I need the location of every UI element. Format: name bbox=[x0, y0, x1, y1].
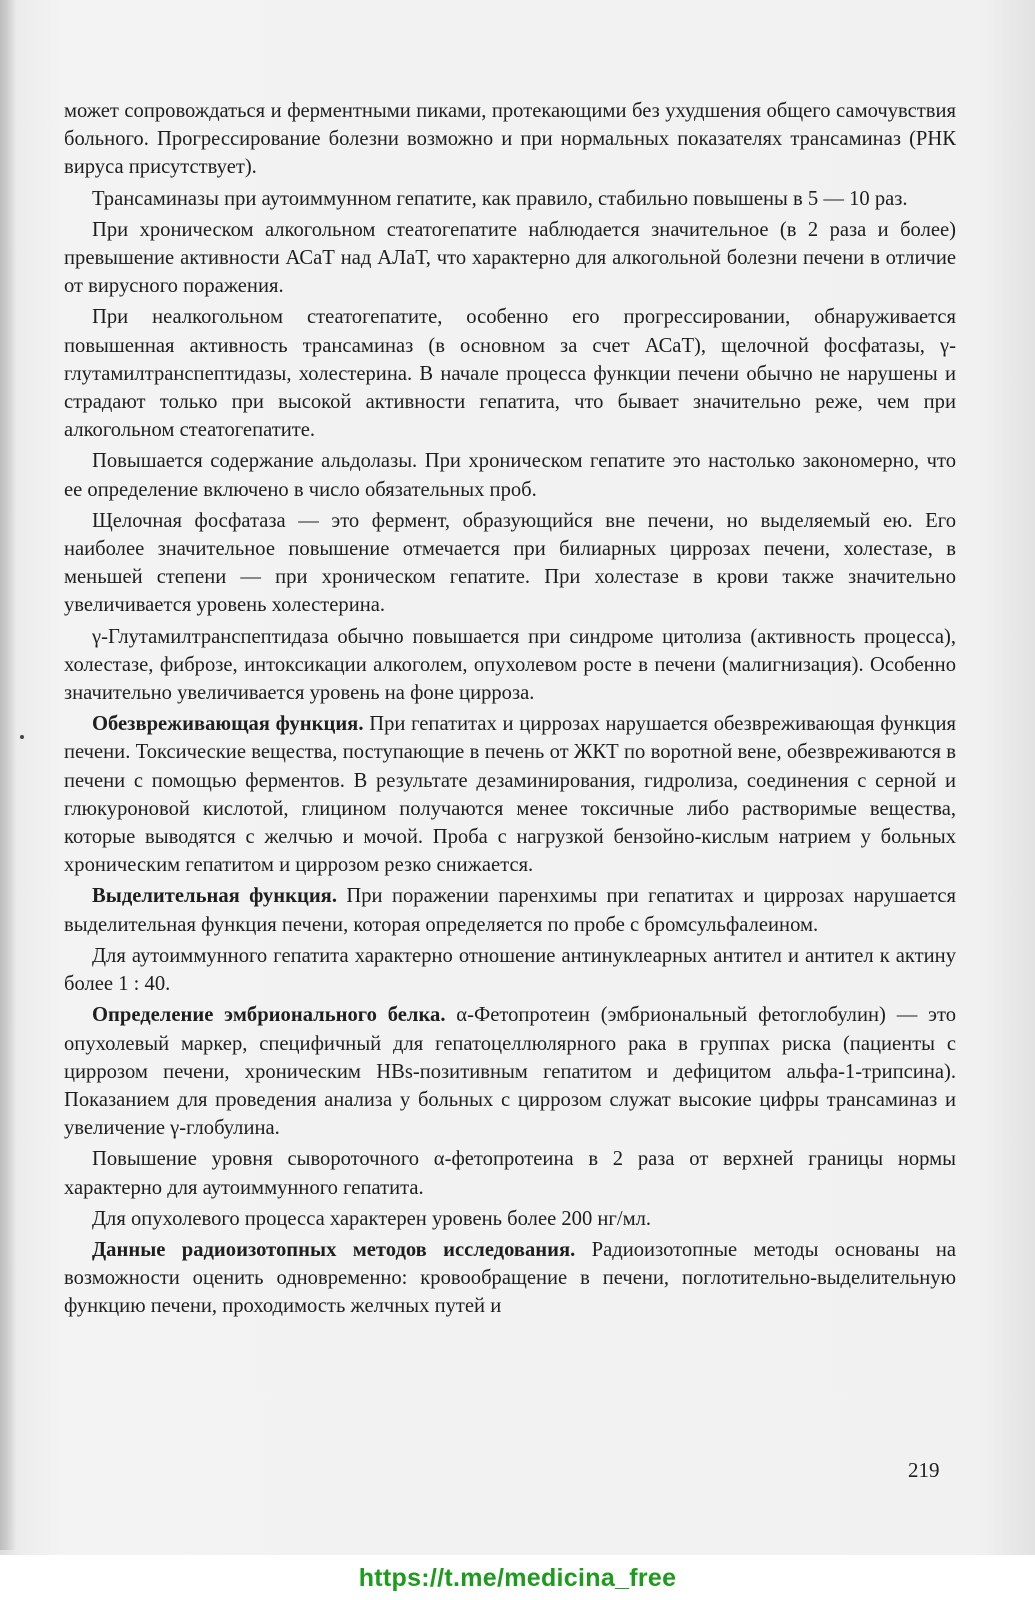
paragraph-heading: Определение эмбрионального белка. bbox=[92, 1004, 446, 1027]
paragraph-text: При гепатитах и циррозах нарушается обезвреживающая функция печени. Токсические вещества, поступающие в печень от ЖКТ по воротной вене, обезвреживаются в печени с помощью ферментов. В результате дезаминирования, гидролиза, соединения с серной и глюкуроновой кислотой, глицином получаются менее токсичные либо растворимые вещества, которые выводятся с желчью и мочой. Проба с нагрузкой бензойно-кислым натрием у больных хроническим гепатитом и циррозом резко снижается. bbox=[64, 713, 956, 877]
paragraph bbox=[64, 185, 956, 213]
paragraph-text: Для опухолевого процесса характерен уровень более 200 нг/мл. bbox=[92, 1207, 652, 1230]
paragraph-text: Повышение уровня сывороточного α-фетопротеина в 2 раза от верхней границы нормы характерно для аутоиммунного гепатита. bbox=[64, 1148, 956, 1199]
paragraph bbox=[64, 623, 956, 708]
paragraph-text: α-Фетопротеин (эмбриональный фетоглобулин) — это опухолевый маркер, специфичный для гепатоцеллюлярного рака в группах риска (пациенты с циррозом печени, хроническим HBs-позитивным гепатитом и дефицитом альфа-1-трипсина). Показанием для проведения анализа у больных с циррозом служат высокие цифры трансаминаз и увеличение γ-глобулина. bbox=[64, 1004, 956, 1140]
paragraph bbox=[64, 1205, 956, 1233]
telegram-link[interactable]: https://t.me/medicina_free bbox=[358, 1564, 677, 1592]
paragraph-heading: Выделительная функция. bbox=[92, 885, 337, 908]
body-text bbox=[64, 97, 956, 1324]
paragraph-text: Радиоизотопные методы основаны на возможности оценить одновременно: кровообращение в печени, поглотительно-выделительную функцию печени, проходимость желчных путей и bbox=[64, 1238, 956, 1318]
paragraph bbox=[64, 1236, 956, 1321]
paragraph bbox=[64, 942, 956, 998]
paragraph bbox=[64, 303, 956, 444]
paragraph bbox=[64, 1145, 956, 1201]
paragraph-heading: Обезвреживающая функция. bbox=[92, 713, 364, 736]
paragraph-heading: Данные радиоизотопных методов исследования. bbox=[92, 1238, 576, 1261]
paragraph-text: Трансаминазы при аутоиммунном гепатите, как правило, стабильно повышены в 5 — 10 раз. bbox=[92, 187, 908, 210]
page-number: 219 bbox=[908, 1458, 940, 1482]
paragraph-text: Повышается содержание альдолазы. При хроническом гепатите это настолько закономерно, что ее определение включено в число обязательных проб. bbox=[64, 450, 956, 501]
paragraph-text: Щелочная фосфатаза — это фермент, образующийся вне печени, но выделяемый ею. Его наиболее значительное повышение отмечается при билиарных циррозах печени, холестазе, в меньшей степени — при хроническом гепатите. При холестазе в крови также значительно увеличивается уровень холестерина. bbox=[64, 509, 956, 617]
paragraph bbox=[64, 507, 956, 620]
page-binding-shadow bbox=[0, 0, 16, 1550]
paragraph-text: может сопровождаться и ферментными пиками, протекающими без ухудшения общего самочувствия больного. Прогрессирование болезни возможно и при нормальных показателях трансаминаз (РНК вируса присутствует). bbox=[64, 100, 956, 179]
paragraph bbox=[64, 882, 956, 938]
paragraph bbox=[64, 216, 956, 301]
margin-speck bbox=[20, 735, 24, 739]
paragraph bbox=[64, 447, 956, 503]
paragraph-text: При хроническом алкогольном стеатогепатите наблюдается значительное (в 2 раза и более) превышение активности АСаТ над АЛаТ, что характерно для алкогольной болезни печени в отличие от вирусного поражения. bbox=[64, 218, 956, 298]
paragraph-text: Для аутоиммунного гепатита характерно отношение антинуклеарных антител и антител к актину более 1 : 40. bbox=[64, 944, 956, 996]
paragraph bbox=[64, 1001, 956, 1142]
paragraph-text: γ-Глутамилтранспептидаза обычно повышается при синдроме цитолиза (активность процесса), холестазе, фиброзе, интоксикации алкоголем, опухолевом росте в печени (малигнизация). Особенно значительно увеличивается уровень на фоне цирроза. bbox=[64, 625, 956, 705]
paragraph bbox=[64, 97, 956, 182]
paragraph-text: При неалкогольном стеатогепатите, особенно его прогрессировании, обнаруживается повышенная активность трансаминаз (в основном за счет АСаТ), щелочной фосфатазы, γ-глутамилтранспептидазы, холестерина. В начале процесса функции печени обычно не нарушены и страдают только при высокой активности гепатита, что бывает значительно реже, чем при алкогольном стеатогепатите. bbox=[64, 306, 956, 442]
paragraph-text: При поражении паренхимы при гепатитах и циррозах нарушается выделительная функция печени, которая определяется по пробе с бромсульфалеином. bbox=[64, 885, 957, 936]
paragraph bbox=[64, 710, 956, 879]
